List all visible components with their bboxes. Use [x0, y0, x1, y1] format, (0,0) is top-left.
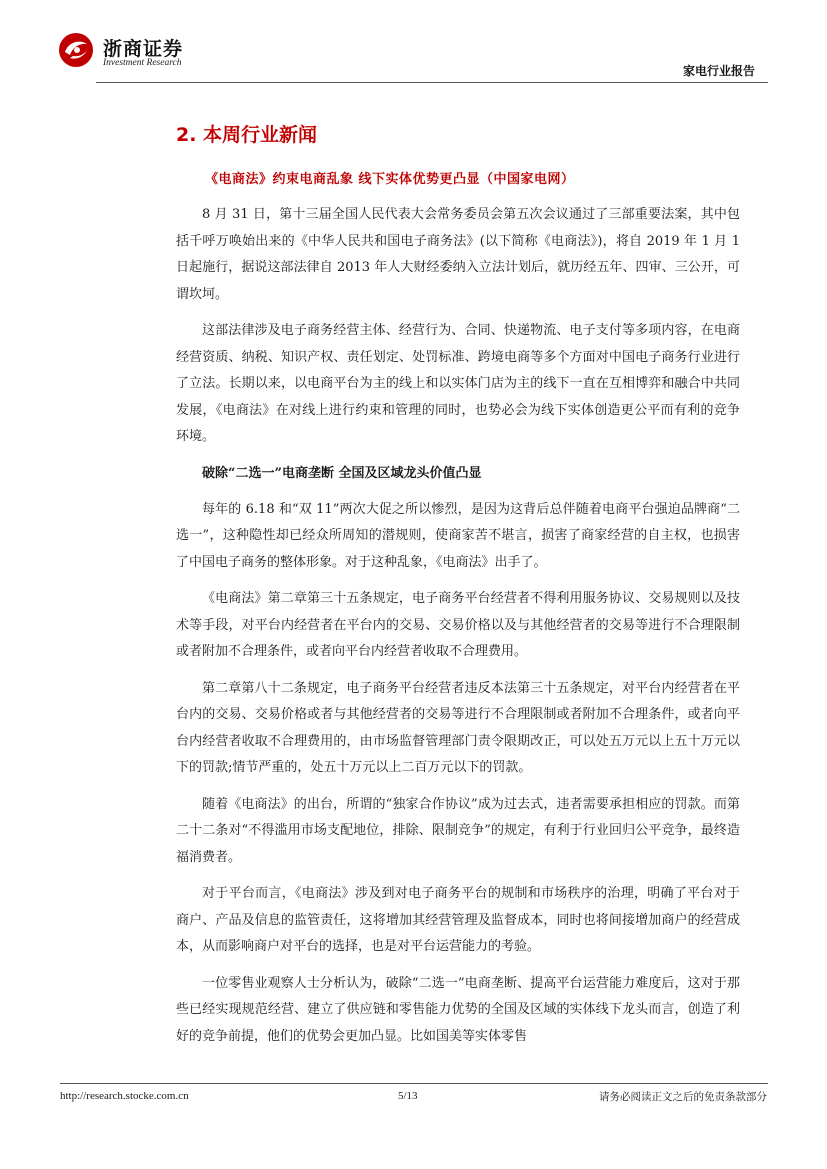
brand-name-en: Investment Research: [103, 58, 182, 68]
subheading: 破除“二选一”电商垄断 全国及区域龙头价值凸显: [202, 465, 482, 481]
header-divider: [96, 82, 768, 83]
page-number: 5/13: [398, 1090, 418, 1102]
paragraph: 这部法律涉及电子商务经营主体、经营行为、合同、快递物流、电子支付等多项内容，在电商经营资质、纳税、知识产权、责任划定、处罚标准、跨境电商等多个方面对中国电子商务行业进行了立法。长期以来，以电商平台为主的线上和以实体门店为主的线下一直在互相博弈和融合中共同发展，《电商法》在对线上进行约束和管理的同时，也势必会为线下实体创造更公平而有利的竞争环境。: [176, 323, 740, 444]
brand-logo-icon: [56, 30, 96, 70]
article-title: 《电商法》约束电商乱象 线下实体优势更凸显（中国家电网）: [205, 172, 575, 187]
paragraph: 8 月 31 日，第十三届全国人民代表大会常务委员会第五次会议通过了三部重要法案，其中包括千呼万唤始出来的《中华人民共和国电子商务法》(以下简称《电商法》)，将自 2019 年 1 月 1 日起施行，据说这部法律自 2013 年人大财经委纳入立法计划后，就历经五年、四审、三公开，可谓坎坷。: [176, 207, 740, 302]
footer-disclaimer: 请务必阅读正文之后的免责条款部分: [599, 1091, 767, 1103]
paragraph: 对于平台而言，《电商法》涉及到对电子商务平台的规制和市场秩序的治理，明确了平台对于商户、产品及信息的监管责任，这将增加其经营管理及监督成本，同时也将间接增加商户的经营成本，从而影响商户对平台的选择，也是对平台运营能力的考验。: [176, 886, 740, 954]
section-title: 2. 本周行业新闻: [176, 124, 318, 146]
report-type-label: 家电行业报告: [682, 64, 755, 78]
paragraph: 《电商法》第二章第三十五条规定，电子商务平台经营者不得利用服务协议、交易规则以及技术等手段，对平台内经营者在平台内的交易、交易价格以及与其他经营者的交易等进行不合理限制或者附加不合理条件，或者向平台内经营者收取不合理费用。: [176, 591, 740, 659]
brand-name-cn: 浙商证券: [103, 38, 184, 60]
footer-url-link[interactable]: http://research.stocke.com.cn: [60, 1090, 189, 1102]
paragraph: 随着《电商法》的出台，所谓的“独家合作协议”成为过去式，违者需要承担相应的罚款。而第二十二条对“不得滥用市场支配地位，排除、限制竞争”的规定，有利于行业回归公平竞争，最终造福消费者。: [176, 796, 740, 865]
paragraph: 每年的 6.18 和“双 11”两次大促之所以惨烈，是因为这背后总伴随着电商平台强迫品牌商“二选一”，这种隐性却已经众所周知的潜规则，使商家苦不堪言，损害了商家经营的自主权，也损害了中国电子商务的整体形象。对于这种乱象，《电商法》出手了。: [176, 501, 740, 570]
footer-divider: [60, 1083, 768, 1084]
article-body: [176, 202, 740, 1060]
paragraph: 第二章第八十二条规定，电子商务平台经营者违反本法第三十五条规定，对平台内经营者在平台内的交易、交易价格或者与其他经营者的交易等进行不合理限制或者附加不合理条件，或者向平台内经营者收取不合理费用的，由市场监督管理部门责令限期改正，可以处五万元以上五十万元以下的罚款;情节严重的，处五十万元以上二百万元以下的罚款。: [176, 680, 740, 775]
page-header: [0, 0, 827, 88]
paragraph: 一位零售业观察人士分析认为，破除“二选一”电商垄断、提高平台运营能力难度后，这对于那些已经实现规范经营、建立了供应链和零售能力优势的全国及区域的实体线下龙头而言，创造了利好的竞争前提，他们的优势会更加凸显。比如国美等实体零售: [176, 975, 740, 1044]
